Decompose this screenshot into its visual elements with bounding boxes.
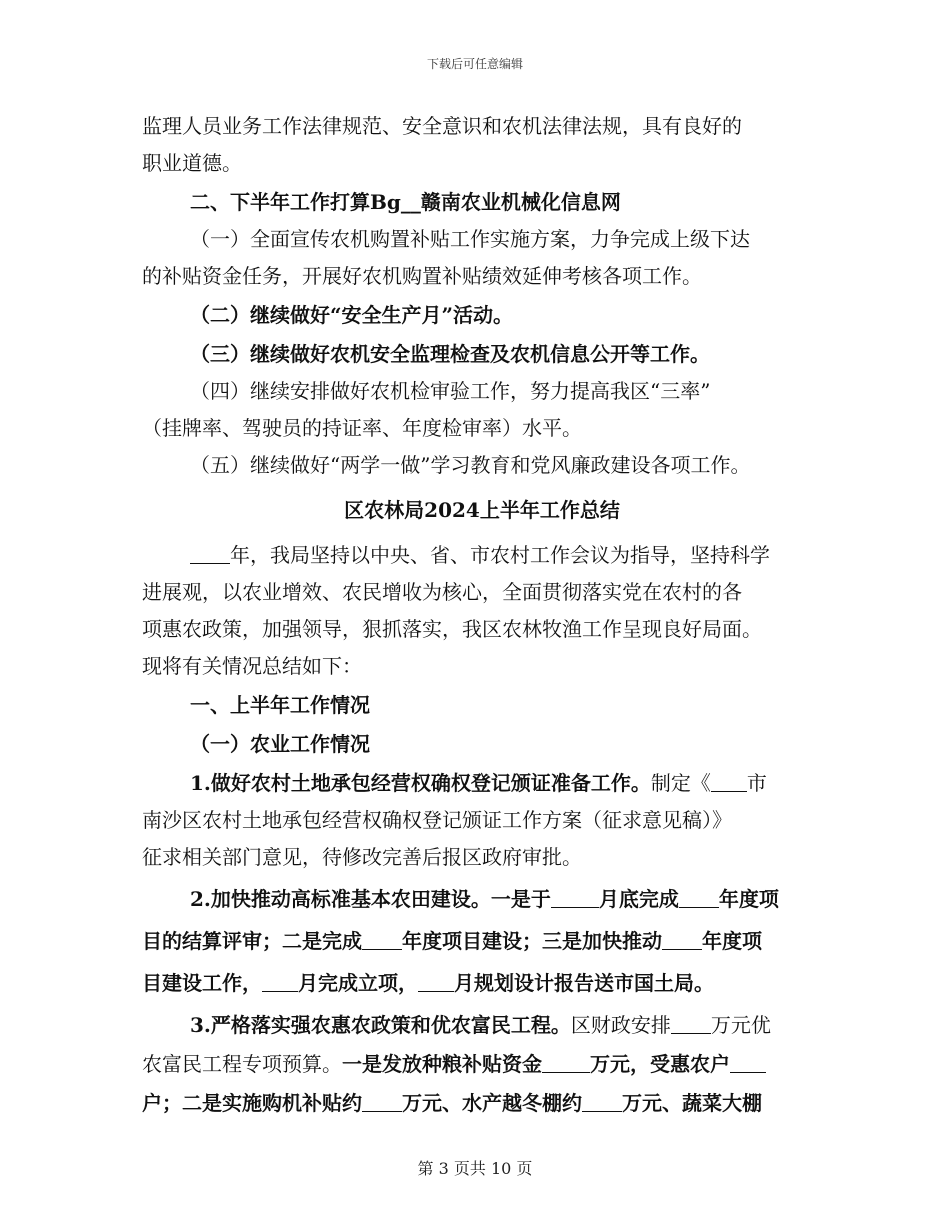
paragraph-line: 进展观，以农业增效、农民增收为核心，全面贯彻落实党在农村的各 [142, 580, 742, 604]
paragraph-line [142, 765, 822, 802]
text-span: 月规划设计报告送市国土局。 [454, 971, 714, 995]
blank-field [582, 1091, 622, 1112]
paragraph-line: 监理人员业务工作法律规范、安全意识和农机法律法规，具有良好的 [142, 114, 742, 138]
paragraph-line: 现将有关情况总结如下： [142, 654, 362, 678]
text-span: 目建设工作， [142, 971, 262, 995]
paragraph-line [142, 923, 822, 960]
text-span: 年度项 [718, 887, 779, 911]
paragraph-line: （挂牌率、驾驶员的持证率、年度检审率）水平。 [142, 416, 582, 440]
paragraph-line: （二）继续做好“安全生产月”活动。 [190, 303, 514, 327]
blank-field [551, 887, 599, 908]
text-span: 2.加快推动高标准基本农田建设。一是于 [190, 887, 551, 911]
text-span: 万元，受惠农户 [590, 1052, 730, 1076]
paragraph-line: 征求相关部门意见，待修改完善后报区政府审批。 [142, 845, 582, 869]
text-span: 1.做好农村土地承包经营权确权登记颁证准备工作。 [190, 771, 651, 795]
blank-field [362, 1091, 402, 1112]
document-body [142, 108, 822, 1122]
text-span: 月完成立项， [298, 971, 418, 995]
text-span: 年度项目建设；三是加快推动 [402, 929, 662, 953]
text-span: 年度项 [702, 929, 762, 953]
blank-field [262, 971, 298, 992]
text-span: 一是发放种粮补贴资金 [342, 1052, 542, 1076]
text-span: 月底完成 [598, 887, 679, 911]
section-heading: 一、上半年工作情况 [190, 693, 370, 717]
page-footer: 第 3 页共 10 页 [417, 1159, 533, 1178]
paragraph-line [142, 965, 822, 1002]
paragraph-line: 的补贴资金任务，开展好农机购置补贴绩效延伸考核各项工作。 [142, 264, 702, 288]
blank-field [418, 971, 454, 992]
section-heading: （一）农业工作情况 [190, 732, 370, 756]
page-header: 下载后可任意编辑 [426, 57, 523, 71]
blank-field [730, 1052, 766, 1073]
text-span: 户；二是实施购机补贴约 [142, 1091, 362, 1115]
text-span: 制定《 [650, 771, 711, 795]
paragraph-line: （三）继续做好农机安全监理检查及农机信息公开等工作。 [190, 342, 710, 366]
paragraph-line: （五）继续做好“两学一做”学习教育和党风廉政建设各项工作。 [190, 453, 751, 477]
section-heading: 二、下半年工作打算Bg__赣南农业机械化信息网 [190, 190, 621, 214]
text-span: 目的结算评审；二是完成 [142, 929, 362, 953]
paragraph-line: （四）继续安排做好农机检审验工作，努力提高我区“三率” [190, 379, 711, 403]
paragraph-line [142, 1007, 822, 1044]
blank-field [362, 929, 402, 950]
text-span: 万元、蔬菜大棚 [622, 1091, 762, 1115]
paragraph-line [142, 537, 822, 574]
blank-field [542, 1052, 590, 1073]
paragraph-line [142, 881, 822, 918]
paragraph-line: 项惠农政策，加强领导，狠抓落实，我区农林牧渔工作呈现良好局面。 [142, 617, 762, 641]
paragraph-line: 职业道德。 [142, 151, 242, 175]
paragraph-line [142, 1046, 822, 1083]
blank-field [190, 543, 230, 564]
text-span: 万元优 [710, 1013, 771, 1037]
blank-field [711, 771, 747, 792]
paragraph-line: （一）全面宣传农机购置补贴工作实施方案，力争完成上级下达 [190, 227, 750, 251]
blank-field [662, 929, 702, 950]
paragraph-line: 南沙区农村土地承包经营权确权登记颁证工作方案（征求意见稿）》 [142, 808, 732, 832]
document-title: 区农林局2024上半年工作总结 [344, 498, 620, 522]
text-span: 3.严格落实强农惠农政策和优农富民工程。 [190, 1013, 571, 1037]
text-span: 区财政安排 [570, 1013, 671, 1037]
blank-field [671, 1013, 711, 1034]
paragraph-line [142, 1085, 822, 1122]
text-span: 农富民工程专项预算。 [142, 1052, 342, 1076]
text-span: 万元、水产越冬棚约 [402, 1091, 582, 1115]
blank-field [679, 887, 719, 908]
text-span: 年，我局坚持以中央、省、市农村工作会议为指导，坚持科学 [230, 543, 770, 567]
text-span: 市 [746, 771, 767, 795]
